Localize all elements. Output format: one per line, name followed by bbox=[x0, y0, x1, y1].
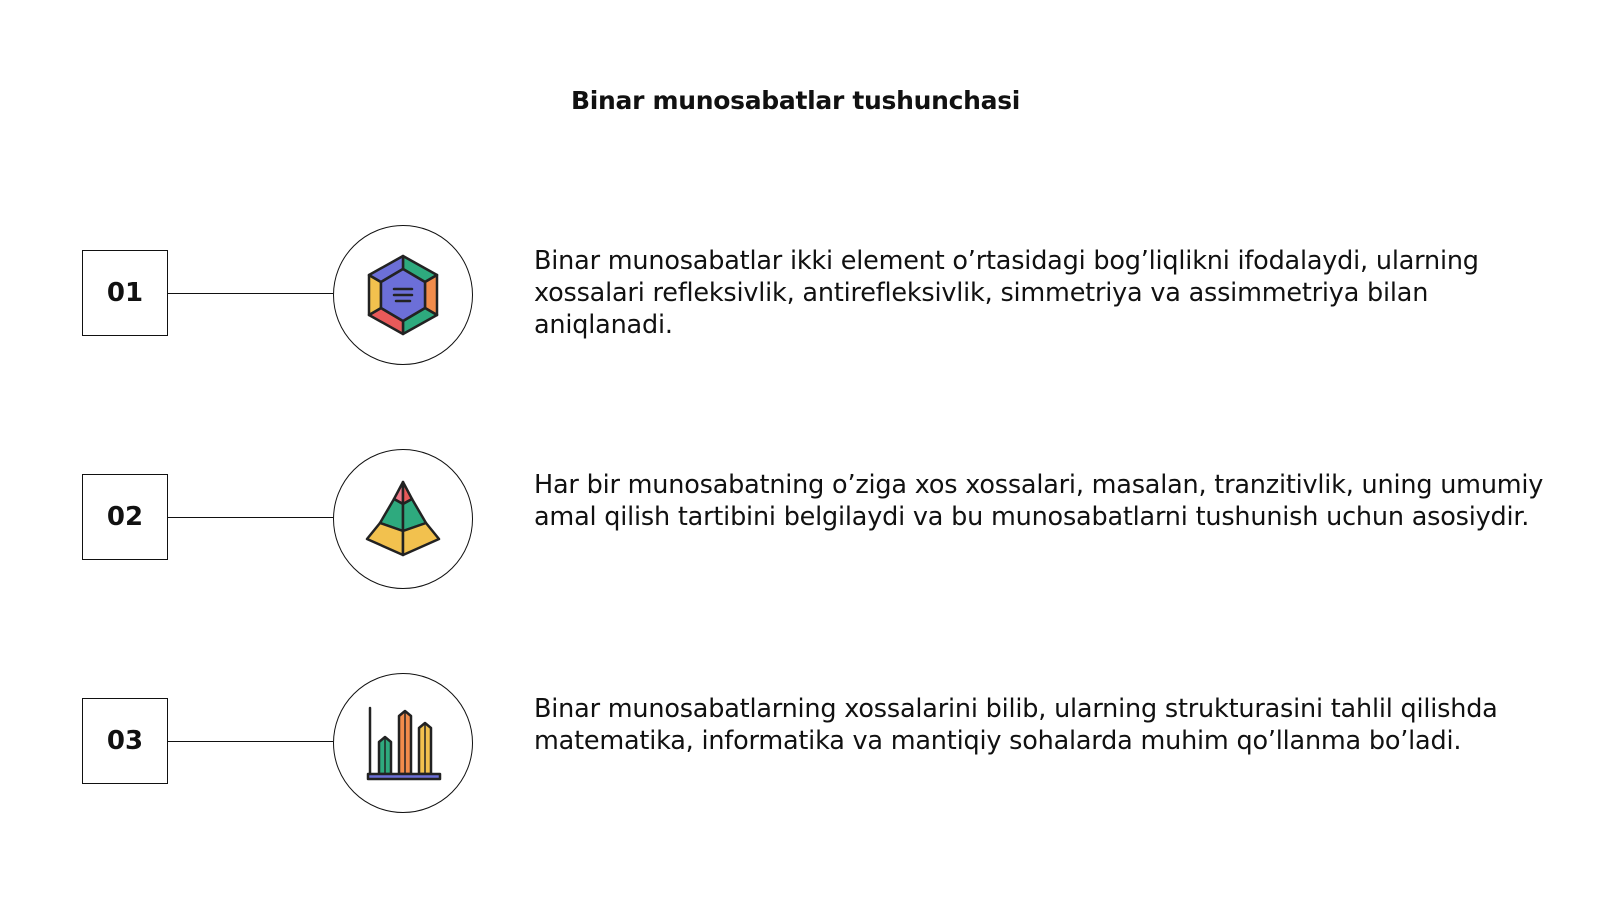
icon-circle bbox=[333, 673, 473, 813]
connector-line bbox=[168, 293, 333, 294]
item-number-box: 02 bbox=[82, 474, 168, 560]
pyramid-icon bbox=[363, 479, 443, 559]
connector-line bbox=[168, 517, 333, 518]
list-item bbox=[0, 449, 1600, 589]
item-number-box: 01 bbox=[82, 250, 168, 336]
item-description: Binar munosabatlar ikki element o’rtasidagi bog’liqlikni ifodalaydi, ularning xossalari refleksivlik, antirefleksivlik, simmetriya va assimmetriya bilan aniqlanadi. bbox=[534, 246, 1479, 340]
icon-circle bbox=[333, 225, 473, 365]
icon-circle bbox=[333, 449, 473, 589]
connector-line bbox=[168, 741, 333, 742]
item-description: Har bir munosabatning o’ziga xos xossalari, masalan, tranzitivlik, uning umumiy amal qilish tartibini belgilaydi va bu munosabatlarni tushunish uchun asosiydir. bbox=[534, 470, 1544, 532]
item-number-box: 03 bbox=[82, 698, 168, 784]
item-description: Binar munosabatlarning xossalarini bilib, ularning strukturasini tahlil qilishda matematika, informatika va mantiqiy sohalarda muhim qo’llanma bo’ladi. bbox=[534, 694, 1498, 756]
page-title: Binar munosabatlar tushunchasi bbox=[571, 86, 1021, 115]
list-item bbox=[0, 225, 1600, 365]
list-item bbox=[0, 673, 1600, 813]
bar-chart-icon bbox=[362, 702, 444, 784]
hexagon-document-icon bbox=[365, 254, 441, 336]
